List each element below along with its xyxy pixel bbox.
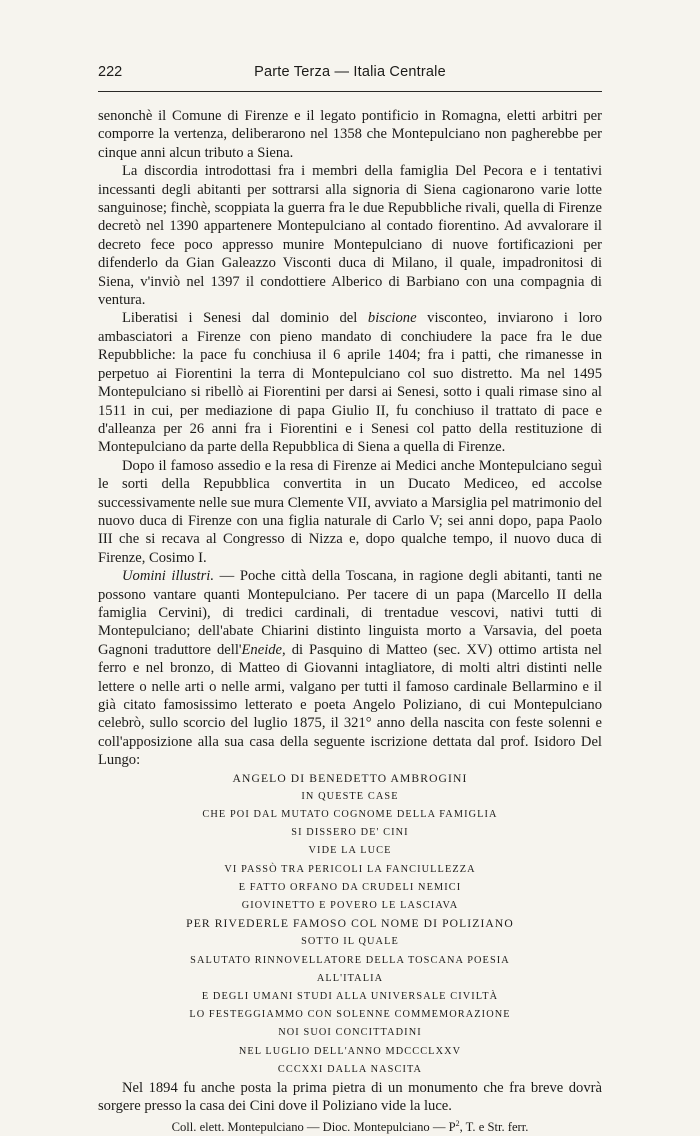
inscription-line: LO FESTEGGIAMMO CON SOLENNE COMMEMORAZIONE — [189, 1009, 511, 1021]
inscription-line: ANGELO DI BENEDETTO AMBROGINI — [232, 771, 468, 785]
inscription-line: CHE POI DAL MUTATO COGNOME DELLA FAMIGLIA — [202, 809, 498, 821]
paragraph-5-italic: Eneide — [241, 641, 283, 658]
paragraph-3-post: visconteo, inviarono i loro ambasciatori a Firenze con pieno mandato di conchiudere la pace fra le due Repubbliche: la pace fu conchiusa il 6 aprile 1404; fra i patti, che rimanesse in perpetuo ai Fiorentini la terra di Montepulciano col suo distretto. Ma nel 1495 Montepulciano si ribellò ai Fiorentini per darsi ai Senesi, sotto i quali rimase sino al 1511 in cui, per mediazione di papa Giulio II, fu conchiuso il trattato di pace e d'alleanza per 26 anni fra i Fiorentini e i Senesi col patto della restituzione di Montepulciano da parte della Repubblica di Siena a quella di Firenze. — [98, 310, 602, 456]
inscription-line: E FATTO ORFANO DA CRUDELI NEMICI — [238, 881, 462, 893]
paragraph-4: Dopo il famoso assedio e la resa di Firenze ai Medici anche Montepulciano seguì le sorti della Repubblica convertita in un Ducato Mediceo, ed accolse successivamente nelle sue mura Clemente VII, avviato a Marsiglia pel matrimonio del nuovo duca di Firenze con una figlia naturale di Carlo V; sei anni dopo, papa Paolo III che si recava al Congresso di Nizza e, dopo qualche tempo, il nuovo duca di Firenze, Cosimo I. — [98, 457, 602, 566]
inscription-line: SI DISSERO DE' CINI — [291, 827, 409, 839]
running-head: Parte Terza — Italia Centrale — [254, 64, 446, 80]
body-text — [98, 107, 602, 1136]
reference-footer — [98, 1118, 602, 1136]
paragraph-5-post: , di Pasquino di Matteo (sec. XV) ottimo artista nel ferro e nel bronzo, di Matteo di Giovanni intagliatore, di molti altri distinti nelle lettere o nelle arti o nelle armi, valgano per tutti il famoso cardinale Bellarmino e il già citato famosissimo letterato e poeta Angelo Poliziano, di cui Montepulciano celebrò, sullo scorcio del luglio 1875, il 321° anno della nascita con feste solenni e coll'apposizione alla sua casa della seguente iscrizione dettata dal prof. Isidoro Del Lungo: — [98, 641, 602, 769]
inscription-line: CCCXXI DALLA NASCITA — [277, 1063, 423, 1075]
paragraph-3-pre: Liberatisi i Senesi dal dominio del — [122, 310, 368, 327]
footer-pre: Coll. elett. Montepulciano — Dioc. Montepulciano — P — [171, 1119, 456, 1134]
inscription-line: NOI SUOI CONCITTADINI — [278, 1027, 422, 1039]
footer-post: , T. e Str. ferr. — [459, 1119, 529, 1134]
inscription-line: SOTTO IL QUALE — [301, 936, 399, 948]
inscription-line: VIDE LA LUCE — [308, 845, 392, 857]
paragraph-2: La discordia introdottasi fra i membri della famiglia Del Pecora e i tentativi incessanti degli abitanti per sottrarsi alla signoria di Siena cagionarono varie lotte sanguinose; finchè, scoppiata la guerra fra le due Repubbliche rivali, quella di Firenze decretò nel 1390 appartenere Montepulciano al contado fiorentino. Ad avvalorare il decreto fece poco appresso munire Montepulciano di nuove fortificazioni per difenderlo da Gian Galeazzo Visconti duca di Milano, il quale, impadronitosi di Siena, v'inviò nel 1397 il condottiere Alberico di Barbiano con una compagnia di ventura. — [98, 163, 602, 309]
closing-paragraph: Nel 1894 fu anche posta la prima pietra di un monumento che fra breve dovrà sorgere presso la casa dei Cini dove il Poliziano vide la luce. — [98, 1080, 602, 1115]
inscription — [98, 770, 602, 1079]
inscription-line: IN QUESTE CASE — [301, 790, 399, 802]
inscription-line: VI PASSÒ TRA PERICOLI LA FANCIULLEZZA — [224, 863, 476, 875]
inscription-line: PER RIVEDERLE FAMOSO COL NOME DI POLIZIANO — [186, 917, 514, 931]
inscription-line: GIOVINETTO E POVERO LE LASCIAVA — [241, 900, 459, 912]
paragraph-1: senonchè il Comune di Firenze e il legato pontificio in Romagna, eletti arbitri per comporre la vertenza, deliberarono nel 1358 che Montepulciano non pagherebbe per cinque anni alcun tributo a Siena. — [98, 108, 602, 161]
footer-sup: 2 — [455, 1118, 460, 1128]
inscription-line: NEL LUGLIO DELL'ANNO MDCCCLXXV — [238, 1045, 462, 1057]
paragraph-3 — [98, 309, 602, 456]
paragraph-3-italic: biscione — [367, 310, 417, 327]
page-number: 222 — [98, 64, 123, 80]
inscription-line: SALUTATO RINNOVELLATORE DELLA TOSCANA POESIA — [190, 954, 510, 966]
inscription-line: E DEGLI UMANI STUDI ALLA UNIVERSALE CIVILTÀ — [201, 991, 499, 1003]
header-rule — [98, 91, 602, 92]
page-header — [98, 58, 602, 86]
section-heading-uomini-illustri: Uomini illustri. — [122, 568, 214, 585]
paragraph-5-pre: — Poche città della Toscana, in ragione degli abitanti, tanti ne possono vantare quanti Montepulciano. Per tacere di un papa (Marcello II della famiglia Cervini), di tredici cardinali, di trentadue vescovi, nativi tutti di Montepulciano; dell'abate Chiarini distinto linguista morto a Varsavia, del poeta Gagnoni traduttore dell' — [98, 568, 602, 658]
inscription-line: ALL'ITALIA — [316, 972, 384, 984]
paragraph-5 — [98, 567, 602, 769]
